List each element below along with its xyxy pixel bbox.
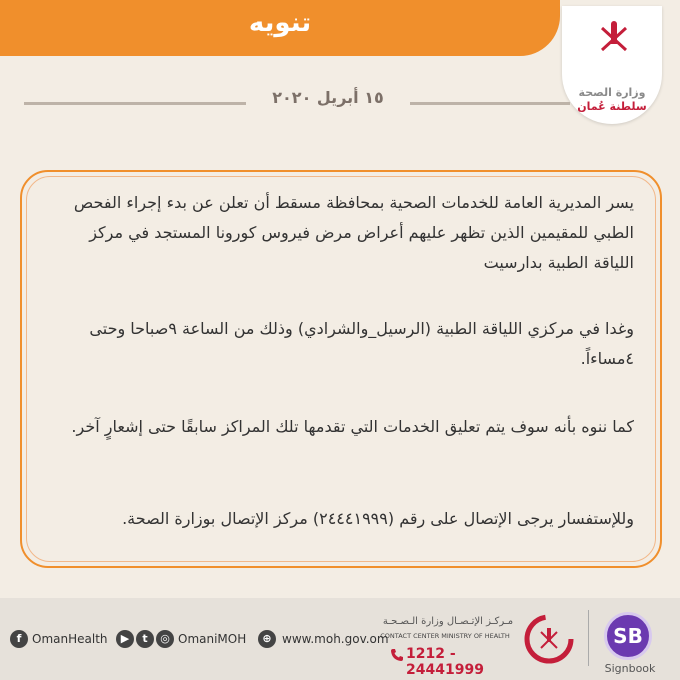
social-handle-health[interactable] — [10, 630, 114, 650]
date-divider-left — [24, 102, 246, 105]
paragraph-suspension: كما ننوه بأنه سوف يتم تعليق الخدمات التي تقدمها تلك المراكز سابقًا حتى إشعارٍ آخر. — [71, 417, 634, 436]
signbook-logo-icon[interactable] — [604, 612, 652, 660]
ministry-logo — [562, 6, 662, 124]
phone-icon — [390, 648, 404, 662]
footer — [0, 598, 680, 680]
paragraph-contact: وللإستفسار يرجى الإتصال على رقم (٢٤٤٤١٩٩٩) مركز الإتصال بوزارة الصحة. — [122, 509, 634, 528]
contact-center-name-ar: مـركـز الإتـصـال وزارة الـصـحـة — [382, 616, 514, 627]
twitter-icon[interactable]: t — [136, 630, 154, 648]
handle-moh-text: OmaniMOH — [178, 632, 247, 646]
website-link[interactable] — [258, 630, 389, 650]
handle-health-text: OmanHealth — [32, 632, 108, 646]
announcement-date: ١٥ أبريل ٢٠٢٠ — [272, 88, 384, 107]
contact-center-name-en: CONTACT CENTER MINISTRY OF HEALTH — [380, 632, 510, 640]
signbook-label: Signbook — [604, 662, 656, 675]
ministry-logo-icon — [584, 10, 640, 66]
paragraph-centers: وغدا في مركزي اللياقة الطبية (الرسيل_والشرادي) وذلك من الساعة ٩صباحا وحتى ٤مساءاً. — [89, 319, 634, 368]
facebook-icon[interactable]: f — [10, 630, 28, 648]
ministry-name-line1: وزارة الصحة — [578, 86, 646, 99]
phone-row[interactable] — [390, 646, 520, 678]
youtube-icon[interactable]: ▶ — [116, 630, 134, 648]
phone-number: 1212 - 24441999 — [406, 646, 484, 678]
date-divider-right — [410, 102, 570, 105]
instagram-icon[interactable]: ◎ — [156, 630, 174, 648]
website-text: www.moh.gov.om — [282, 632, 389, 646]
paragraph-announcement: يسر المديرية العامة للخدمات الصحية بمحافظة مسقط أن تعلن عن بدء إجراء الفحص الطبي للمقيمين الذين تظهر عليهم أعراض مرض فيروس كورونا المستجد في مركز اللياقة الطبية بدارسيت — [73, 193, 634, 272]
footer-divider — [588, 610, 589, 666]
ministry-name-line2: سلطنة عُمان — [577, 100, 647, 113]
ministry-name — [562, 86, 662, 114]
social-handle-moh[interactable] — [116, 630, 256, 650]
page-title: تنويه — [248, 8, 312, 38]
signbook-abbr: SB — [613, 624, 643, 648]
globe-icon: ⊕ — [258, 630, 276, 648]
contact-center-logo — [524, 614, 574, 664]
